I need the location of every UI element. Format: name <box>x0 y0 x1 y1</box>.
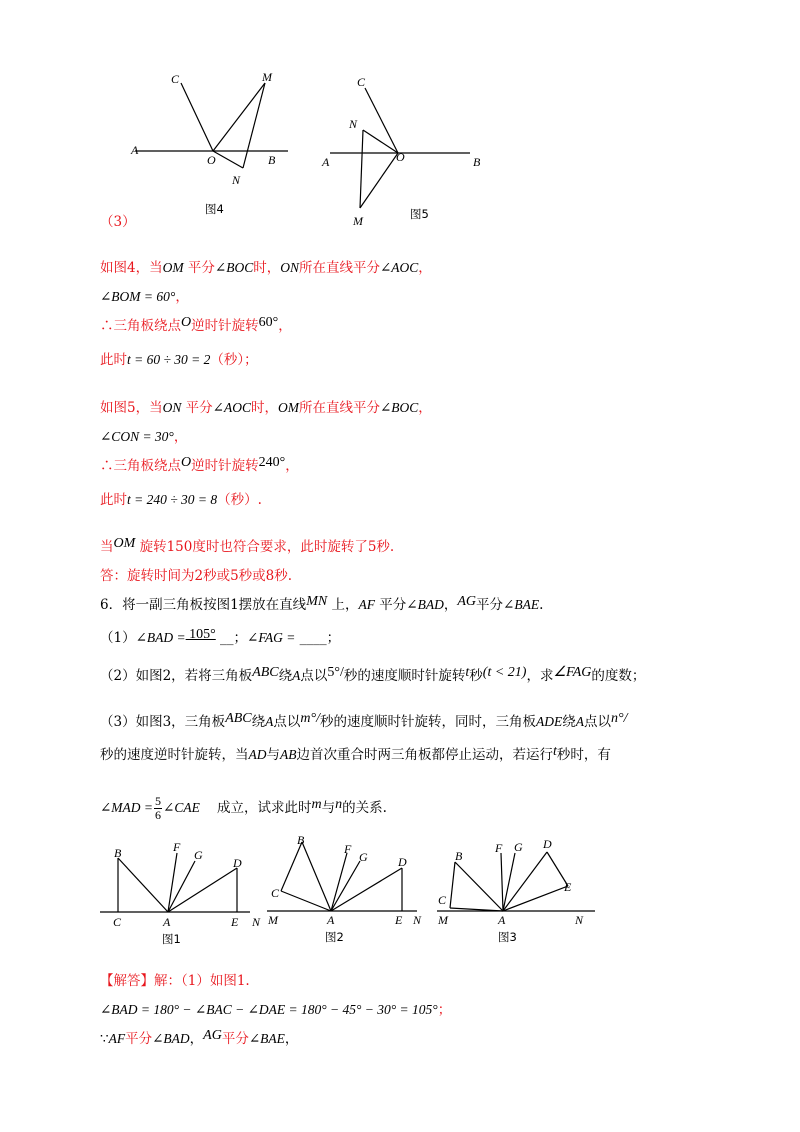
text-run: m°/ <box>300 711 320 726</box>
text-run: ____； <box>295 630 341 646</box>
fig2-caption: 图2 <box>325 930 344 944</box>
text-run: 旋转150度时也符合要求，此时旋转了5秒. <box>135 539 395 555</box>
text-run: ， <box>443 597 458 613</box>
text-run: 5°/ <box>327 665 344 680</box>
text-run: 240° <box>258 455 286 470</box>
text-run: n <box>335 797 343 812</box>
fig5-label-o: O <box>396 150 405 164</box>
text-run: ， <box>189 1031 204 1047</box>
text-run: 当 <box>100 539 114 555</box>
text-run: AB <box>280 747 297 762</box>
text-run: AF <box>108 1031 126 1046</box>
fig2-label-d: D <box>398 855 407 869</box>
text-run: t <box>465 665 470 680</box>
text-run: （1） <box>100 630 136 646</box>
text-run: 秒的速度逆时针旋转，当 <box>100 747 249 763</box>
text-run: 点以 <box>300 668 328 684</box>
text-run: 此时 <box>100 352 127 368</box>
text-run: A <box>575 714 584 729</box>
fig5-label-c: C <box>357 75 366 89</box>
text-run: ，求 <box>526 668 554 684</box>
figure-4 <box>125 68 300 218</box>
text-run: ∠BAD = <box>135 630 186 645</box>
text-run: 上， <box>327 597 359 613</box>
fig2-label-f: F <box>344 842 352 856</box>
sol-line-5 <box>100 398 432 418</box>
fig5-label-n: N <box>349 117 358 131</box>
fig1-label-e: E <box>231 915 239 929</box>
sol-line-3 <box>100 316 292 337</box>
text-run: O <box>181 315 192 330</box>
text-run: 绕 <box>251 714 266 730</box>
fig4-label-a: A <box>131 143 139 157</box>
text-run: ∠AOC <box>212 400 251 415</box>
fig1-label-c: C <box>113 915 122 929</box>
text-run: OM <box>277 400 299 415</box>
text-run: 6 <box>155 808 162 822</box>
fig3-label-c: C <box>438 893 447 907</box>
fig3-label-b: B <box>455 849 463 863</box>
sol-line-2 <box>100 287 189 307</box>
text-run: t = 60 ÷ 30 = 2 <box>127 352 211 367</box>
text-run: 平分 <box>181 400 213 416</box>
text-run: 所在直线平分 <box>298 400 380 416</box>
text-run: m <box>311 797 322 812</box>
text-run: 绕 <box>562 714 576 730</box>
fig3-label-a: A <box>498 913 506 927</box>
text-run: (t < 21) <box>482 665 527 680</box>
text-run: OM <box>162 260 184 275</box>
text-run: OM <box>113 536 136 551</box>
text-run: ∠BAE <box>503 597 540 612</box>
text-run: ON <box>162 400 182 415</box>
text-run: （3）如图3，三角板 <box>100 714 226 730</box>
text-run: ， <box>173 429 188 445</box>
fig5-label-m: M <box>353 214 363 228</box>
text-run: 60° <box>258 315 279 330</box>
figure-1 <box>100 835 270 950</box>
text-run: ， <box>418 400 432 416</box>
fig1-label-f: F <box>173 840 181 854</box>
text-run: 6．将一副三角板按图1摆放在直线 <box>100 597 307 613</box>
text-run: . <box>539 597 544 613</box>
fig2-label-e: E <box>395 913 403 927</box>
text-run: AD <box>248 747 267 762</box>
text-run: __； <box>215 630 248 646</box>
text-run: ADE <box>536 714 563 729</box>
fig3-label-f: F <box>495 841 503 855</box>
q6-line-4 <box>100 712 628 733</box>
text-run: 边首次重合时两三角板都停止运动，若运行 <box>296 747 553 763</box>
text-run: t <box>553 744 557 759</box>
text-run: ， <box>418 260 432 276</box>
figure-5 <box>315 68 500 228</box>
text-run: ∠FAG <box>553 665 592 680</box>
text-run: ； <box>437 1002 452 1018</box>
text-run: AF <box>358 597 375 612</box>
text-run: ON <box>280 260 299 275</box>
text-run: ∠FAG = <box>247 630 296 645</box>
text-run: ， <box>175 289 189 305</box>
text-run: ABC <box>225 711 252 726</box>
text-run: 时， <box>250 400 278 416</box>
text-run: 平分 <box>374 597 407 613</box>
text-run: 点以 <box>273 714 301 730</box>
text-run: 的度数； <box>591 668 646 684</box>
text-run: ∠CON = 30° <box>100 429 174 444</box>
text-run: ∴三角板绕点 <box>100 318 181 334</box>
fig2-label-c: C <box>271 886 280 900</box>
sol-line-1 <box>100 258 432 278</box>
fig3-label-d: D <box>543 837 552 851</box>
text-run: ∠CAE <box>163 800 200 815</box>
text-run: ∴三角板绕点 <box>100 458 181 474</box>
text-run: A <box>292 668 301 683</box>
fig1-label-g: G <box>194 848 203 862</box>
text-run: ∠BOM = 60° <box>100 289 176 304</box>
text-run: ∠BAD <box>406 597 444 612</box>
q6-line-1 <box>100 595 543 616</box>
text-run: 如图5，当 <box>100 400 163 416</box>
text-run: ∵ <box>100 1031 109 1047</box>
figure-3 <box>435 830 605 948</box>
text-run: 所在直线平分 <box>298 260 380 276</box>
text-run: 时， <box>253 260 281 276</box>
fig4-label-m: M <box>262 70 272 84</box>
part3-label: （3） <box>100 214 136 230</box>
fig4-label-b: B <box>268 153 276 167</box>
fig5-label-a: A <box>322 155 330 169</box>
text-run: 成立，试求此时 <box>217 800 312 816</box>
text-run: MN <box>306 594 328 609</box>
q6-line-5 <box>100 745 611 766</box>
fig5-caption: 图5 <box>410 207 429 221</box>
text-run: （2）如图2，若将三角板 <box>100 668 253 684</box>
text-run: t = 240 ÷ 30 = 8 <box>127 492 218 507</box>
text-run: ∠BOC <box>214 260 254 275</box>
text-run: ∠BAD <box>152 1031 190 1046</box>
ans-line-2 <box>100 1000 451 1020</box>
fig2-label-n: N <box>413 913 422 927</box>
text-run: 平分 <box>476 597 504 613</box>
text-run: ， <box>284 1031 299 1047</box>
fig2-label-a: A <box>327 913 335 927</box>
fig3-label-e: E <box>564 880 572 894</box>
text-run: AG <box>457 594 477 609</box>
text-run: ∠BOC <box>379 400 419 415</box>
fig1-label-b: B <box>114 846 122 860</box>
fig3-label-n: N <box>575 913 584 927</box>
text-run: （秒）. <box>217 492 262 508</box>
text-run: 如图4，当 <box>100 260 163 276</box>
text-run: ∠BAD = 180° − ∠BAC − ∠DAE = 180° − 45° − 30° = 105° <box>100 1002 438 1017</box>
fig1-label-d: D <box>233 856 242 870</box>
text-run: 的关系. <box>342 800 387 816</box>
fig5-label-b: B <box>473 155 481 169</box>
text-run: 绕 <box>278 668 293 684</box>
text-run: 平分 <box>183 260 215 276</box>
text-run: O <box>181 455 192 470</box>
text-run: 此时 <box>100 492 127 508</box>
text-run: 平分 <box>221 1031 249 1047</box>
text-run: ∠AOC <box>379 260 419 275</box>
text-run: 与 <box>266 747 280 763</box>
text-run: 平分 <box>125 1031 153 1047</box>
fig1-label-a: A <box>163 915 171 929</box>
fig3-label-g: G <box>514 840 523 854</box>
text-run: ， <box>278 318 292 334</box>
text-run: 与 <box>321 800 336 816</box>
fig2-label-g: G <box>359 850 368 864</box>
fig3-caption: 图3 <box>498 930 517 944</box>
text-run: ∠BAE <box>248 1031 285 1046</box>
text-run: 秒的速度顺时针旋转 <box>343 668 466 684</box>
text-run: AG <box>203 1028 222 1043</box>
fig4-caption: 图4 <box>205 202 224 216</box>
fig4-label-c: C <box>171 72 180 86</box>
text-run: A <box>265 714 274 729</box>
text-run: 5 <box>155 794 162 808</box>
sol-line-7 <box>100 456 299 477</box>
text-run: 秒的速度顺时针旋转，同时，三角板 <box>320 714 536 730</box>
sol-line-6 <box>100 427 187 447</box>
ans-line-3 <box>100 1029 298 1050</box>
ans-line-1 <box>100 971 250 991</box>
text-run: n°/ <box>611 711 628 726</box>
q6-line-3 <box>100 666 645 687</box>
text-run: 点以 <box>584 714 611 730</box>
text-run: ， <box>285 458 299 474</box>
fig2-label-m: M <box>268 913 278 927</box>
q6-line-6 <box>100 793 387 824</box>
fig1-label-n: N <box>252 915 261 929</box>
fig4-label-n: N <box>232 173 241 187</box>
q6-line-2 <box>100 628 340 649</box>
fig1-caption: 图1 <box>162 932 181 946</box>
text-run: 解：（1）如图1. <box>154 973 250 989</box>
fraction-five-sixths <box>154 795 162 822</box>
text-run: 秒时，有 <box>556 747 611 763</box>
text-run: ABC <box>252 665 279 680</box>
text-run: 秒 <box>469 668 483 684</box>
text-run: 105° <box>185 627 216 642</box>
text-run: 【解答】 <box>100 973 154 989</box>
text-run: ∠MAD = <box>100 800 154 815</box>
text-run: 逆时针旋转 <box>191 458 259 474</box>
fig3-label-m: M <box>438 913 448 927</box>
figure-2 <box>265 828 435 948</box>
fig2-label-b: B <box>297 833 305 847</box>
fig4-label-o: O <box>207 153 216 167</box>
sol-answer: 答：旋转时间为2秒或5秒或8秒. <box>100 568 293 584</box>
text-run: 逆时针旋转 <box>191 318 259 334</box>
sol-line-9 <box>100 537 394 558</box>
sol-line-8 <box>100 490 262 510</box>
text-run: （秒）； <box>210 352 258 368</box>
sol-line-4 <box>100 350 258 370</box>
